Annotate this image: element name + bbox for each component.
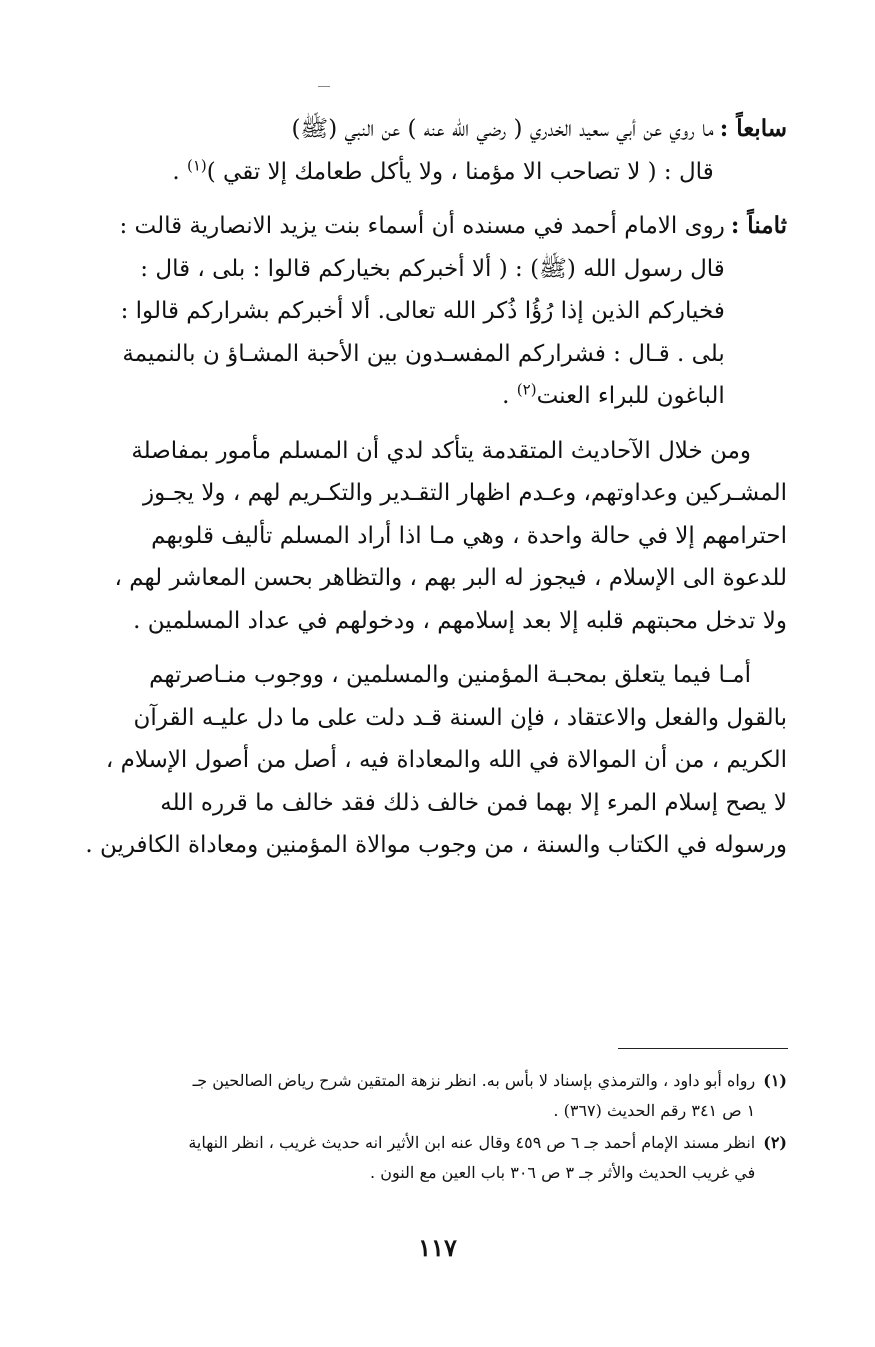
item-eighth-body [80, 205, 725, 418]
text-segment: الباغون للبراء العنت [536, 383, 725, 409]
text-line: ولا تدخل محبتهم قلبه إلا بعد إسلامهم ، ودخولهم في عداد المسلمين . [133, 607, 787, 634]
text-line: بالقول والفعل والاعتقاد ، فإن السنة قـد دلت على ما دل عليـه القرآن [133, 704, 787, 731]
item-seventh [80, 108, 787, 193]
footnote-ref: (٢) [516, 380, 537, 399]
footnote-line: رواه أبو داود ، والترمذي بإسناد لا بأس به. انظر نزهة المتقين شرح رياض الصالحين جـ [192, 1071, 756, 1090]
item-eighth [80, 205, 787, 418]
text-line: الكريم ، من أن الموالاة في الله والمعاداة فيه ، أصل من أصول الإسلام ، [105, 747, 787, 773]
item-seventh-body [80, 108, 714, 193]
item-seventh-label: سابعاً : [719, 115, 787, 142]
text-line: بلى . قـال : فشراركم المفسـدون بين الأحبة المشـاؤ ن بالنميمة [122, 340, 725, 367]
footnote-2 [80, 1128, 787, 1188]
text-line: احترامهم إلا في حالة واحدة ، وهي مـا اذا أراد المسلم تأليف قلوبهم [151, 522, 787, 549]
footnote-body [80, 1066, 755, 1126]
footnotes [80, 1066, 787, 1190]
text-line [80, 151, 714, 194]
text-line: للدعوة الى الإسلام ، فيجوز له البر بهم ، والتظاهر بحسن المعاشر لهم ، [114, 565, 787, 591]
footnote-line: انظر مسند الإمام أحمد جـ ٦ ص ٤٥٩ وقال عنه ابن الأثير انه حديث غريب ، انظر النهاية [188, 1133, 756, 1152]
text-line: المشـركين وعداوتهم، وعـدم اظهار التقـدير والتكـريم لهم ، ولا يجـوز [143, 480, 787, 506]
text-line: ورسوله في الكتاب والسنة ، من وجوب موالاة المؤمنين ومعاداة الكافرين . [85, 832, 787, 858]
text-line: فخياركم الذين إذا رُؤُا ذُكر الله تعالى. ألا أخبركم بشراركم قالوا : [120, 298, 725, 324]
footnote-body [80, 1128, 755, 1188]
footnote-number: (٢) [763, 1133, 787, 1152]
text-line: ومن خلال الآحاديث المتقدمة يتأكد لدي أن المسلم مأمور بمفاصلة [131, 437, 751, 464]
footnote-line: ١ ص ٣٤١ رقم الحديث (٣٦٧) . [553, 1101, 756, 1120]
text-segment: قال : ( لا تصاحب الا مؤمنا ، ولا يأكل طعامك إلا تقي ) [206, 158, 714, 185]
text-line: أمـا فيما يتعلق بمحبـة المؤمنين والمسلمين ، ووجوب منـاصرتهم [149, 662, 751, 688]
footnote-line: في غريب الحديث والأثر جـ ٣ ص ٣٠٦ باب العين مع النون . [370, 1163, 756, 1182]
text-line: لا يصح إسلام المرء إلا بهما فمن خالف ذلك فقد خالف ما قرره الله [160, 789, 787, 816]
line-end: . [502, 383, 517, 409]
footnote-1 [80, 1066, 787, 1126]
top-mark [318, 86, 330, 87]
item-eighth-label: ثامناً : [730, 212, 787, 239]
text-line: قال رسول الله (ﷺ) : ( ألا أخبركم بخياركم قالوا : بلى ، قال : [140, 255, 725, 282]
footnote-number: (١) [763, 1071, 787, 1090]
text-line: روى الامام أحمد في مسنده أن أسماء بنت يزيد الانصارية قالت : [119, 213, 725, 239]
line-end: . [172, 158, 187, 185]
footnote-ref: (١) [186, 155, 207, 174]
text-line [80, 375, 725, 418]
footnote-divider [618, 1048, 788, 1049]
paragraph-hadith-conclusion [80, 430, 787, 643]
text-line: ما روي عن أبي سعيد الخدري ( رضي الله عنه ) عن النبي (ﷺ) [291, 116, 714, 142]
main-text [80, 108, 787, 879]
paragraph-believers-love [80, 654, 787, 867]
page-number: ١١٧ [418, 1233, 457, 1262]
